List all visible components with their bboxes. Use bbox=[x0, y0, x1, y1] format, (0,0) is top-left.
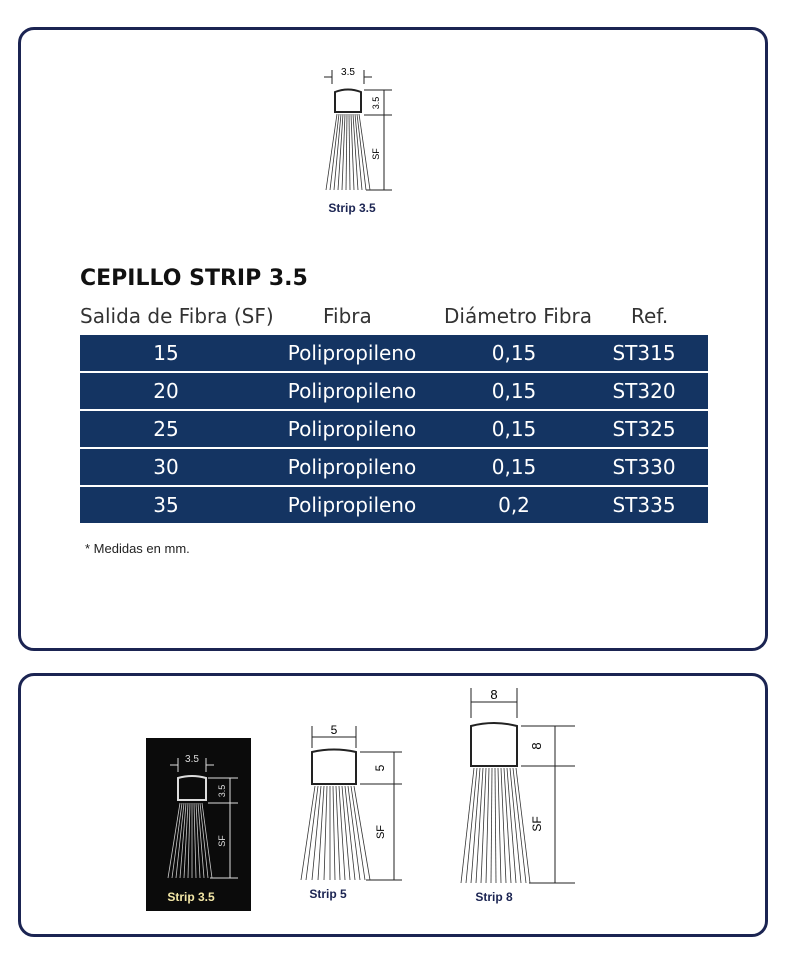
product-title: CEPILLO STRIP 3.5 bbox=[80, 266, 308, 291]
fibra-cell: Polipropileno bbox=[287, 455, 417, 479]
fibra-cell: Polipropileno bbox=[287, 493, 417, 517]
diametro-cell: 0,15 bbox=[491, 379, 537, 403]
diametro-cell: 0,15 bbox=[491, 417, 537, 441]
strip-caption: Strip 3.5 bbox=[167, 890, 215, 904]
height-label: 3.5 bbox=[371, 96, 381, 110]
table-row bbox=[80, 335, 708, 371]
sf-cell: 30 bbox=[153, 455, 179, 479]
strip-5-diagram bbox=[298, 722, 408, 887]
sf-cell: 25 bbox=[153, 417, 179, 441]
ref-cell: ST325 bbox=[612, 417, 676, 441]
ref-cell: ST330 bbox=[612, 455, 676, 479]
height-label: 8 bbox=[529, 742, 544, 750]
ref-cell: ST315 bbox=[612, 341, 676, 365]
header-salida-fibra: Salida de Fibra (SF) bbox=[80, 304, 274, 328]
header-fibra: Fibra bbox=[323, 304, 372, 328]
width-label: 5 bbox=[330, 723, 338, 737]
table-row bbox=[80, 373, 708, 409]
diametro-cell: 0,15 bbox=[491, 341, 537, 365]
diametro-cell: 0,15 bbox=[491, 455, 537, 479]
ref-cell: ST335 bbox=[612, 493, 676, 517]
fibra-cell: Polipropileno bbox=[287, 379, 417, 403]
sf-cell: 15 bbox=[153, 341, 179, 365]
strip-caption: Strip 5 bbox=[309, 887, 347, 901]
fibra-cell: Polipropileno bbox=[287, 341, 417, 365]
strip-3-5-diagram bbox=[318, 62, 398, 197]
header-diametro-fibra: Diámetro Fibra bbox=[444, 304, 592, 328]
diametro-cell: 0,2 bbox=[498, 493, 530, 517]
strip-caption: Strip 8 bbox=[475, 890, 513, 904]
sf-label: SF bbox=[375, 824, 387, 840]
sf-cell: 20 bbox=[153, 379, 179, 403]
ref-cell: ST320 bbox=[612, 379, 676, 403]
strip-3-5-diagram bbox=[158, 748, 243, 883]
sf-label: SF bbox=[371, 148, 381, 160]
width-label: 3.5 bbox=[341, 67, 355, 78]
height-label: 5 bbox=[373, 764, 387, 772]
height-label: 3.5 bbox=[217, 784, 227, 798]
table-row bbox=[80, 487, 708, 523]
sf-cell: 35 bbox=[153, 493, 179, 517]
fibra-cell: Polipropileno bbox=[287, 417, 417, 441]
sf-label: SF bbox=[217, 835, 227, 847]
width-label: 8 bbox=[490, 687, 498, 702]
strip-8-diagram bbox=[455, 684, 585, 889]
header-ref: Ref. bbox=[631, 304, 669, 328]
units-note: * Medidas en mm. bbox=[85, 541, 190, 556]
sf-label: SF bbox=[530, 816, 544, 832]
strip-caption: Strip 3.5 bbox=[328, 201, 376, 215]
table-row bbox=[80, 449, 708, 485]
width-label: 3.5 bbox=[185, 754, 199, 765]
table-row bbox=[80, 411, 708, 447]
